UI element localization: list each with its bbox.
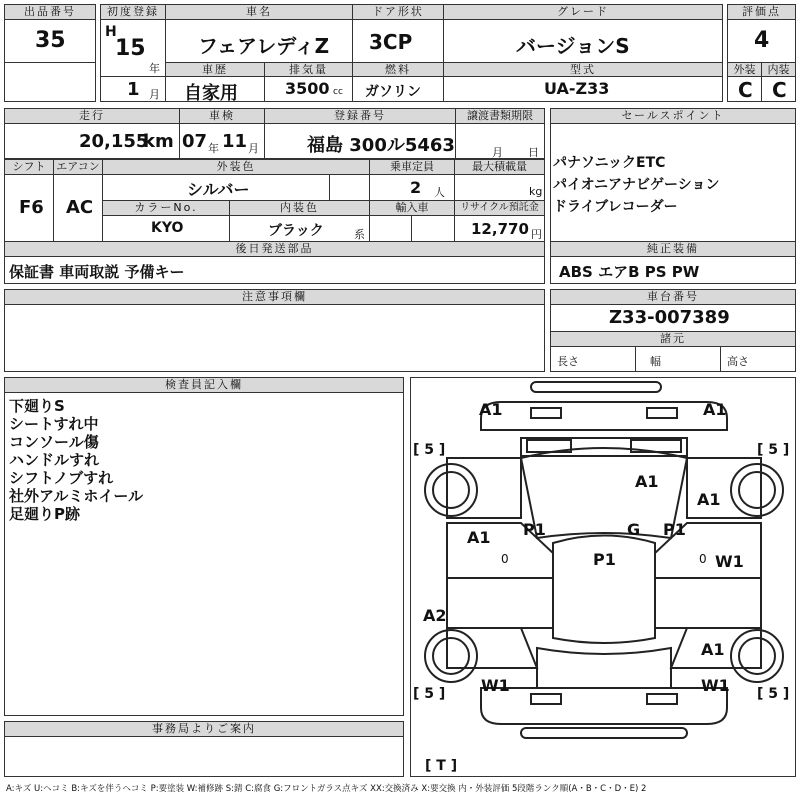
grade-label: グレード: [443, 4, 723, 20]
mark-fender-right: A1: [697, 490, 721, 509]
score: 4: [754, 28, 770, 53]
insp-year-unit: 年: [208, 142, 219, 155]
score-cell: [727, 19, 796, 63]
capacity-label: 乗車定員: [369, 159, 455, 175]
height-label: 高さ: [727, 355, 749, 368]
mark-w1-rear-left: W1: [481, 676, 510, 695]
mark-p1-left: P1: [523, 520, 546, 539]
color-no: KYO: [151, 220, 184, 236]
tire-label-spare: [ T ]: [425, 758, 458, 774]
interior-label: 内装: [761, 62, 796, 77]
legend: A:キズ U:ヘコミ B:キズを伴うヘコミ P:要塗装 W:補修跡 S:錆 C:腐食 G:フロントガラス点キズ XX:交換済み X:要交換 内・外装評価 5段階ランク順(A・B・C・D・E) 2: [6, 784, 647, 794]
fuel-cell: [352, 76, 444, 102]
lot-cell: [4, 19, 96, 63]
sales-label: セールスポイント: [550, 108, 796, 124]
tire-label-rear-left: [ 5 ]: [413, 686, 446, 702]
color-no-label: カラーNo.: [102, 200, 230, 216]
ext-color-blank: [329, 174, 370, 201]
accessories-cell: [4, 256, 545, 284]
fuel: ガソリン: [365, 84, 421, 100]
recycle: 12,770: [471, 220, 529, 238]
exterior-score: C: [738, 78, 753, 102]
grade: バージョンS: [516, 34, 630, 58]
door-cell: [352, 19, 444, 63]
shift: F6: [19, 197, 44, 218]
displacement-label: 排気量: [264, 62, 353, 77]
length-cell: [550, 346, 636, 372]
reg-year: 15: [115, 36, 146, 61]
reg-year-unit: 年: [149, 62, 160, 75]
inspector-line-2: シートすれ中: [9, 415, 99, 433]
shift-cell: [4, 174, 54, 242]
displacement-unit: cc: [333, 87, 343, 97]
mileage-unit: km: [143, 131, 174, 152]
import-label: 輸入車: [369, 200, 455, 216]
sales-point-2: パイオニアナビゲーション: [553, 177, 720, 193]
mark-a2: A2: [423, 606, 447, 625]
reg-cell: [100, 19, 166, 77]
notes-cell: [4, 304, 545, 372]
ext-color: シルバー: [187, 180, 250, 199]
interior-cell: [761, 76, 796, 102]
score-label: 評価点: [727, 4, 796, 20]
chassis-label: 車台番号: [550, 289, 796, 305]
mileage-cell: [4, 123, 180, 159]
door-label: ドア形状: [352, 4, 444, 20]
model-cell: [443, 76, 723, 102]
reg-label: 初度登録: [100, 4, 166, 20]
int-color: ブラック: [268, 223, 324, 239]
sales-point-1: パナソニックETC: [553, 155, 666, 171]
car-name: フェアレディZ: [198, 34, 330, 58]
fuel-label: 燃料: [352, 62, 444, 77]
capacity: 2: [410, 178, 422, 197]
mark-roof: P1: [593, 550, 616, 569]
car-outline: [411, 378, 797, 778]
transfer-label: 譲渡書類期限: [455, 108, 545, 124]
chassis-cell: [550, 304, 796, 332]
car-name-label: 車名: [165, 4, 353, 20]
office-cell: [4, 736, 404, 777]
capacity-unit: 人: [434, 186, 445, 199]
accessories: 保証書 車両取説 予備キー: [9, 263, 185, 281]
chassis-number: Z33-007389: [609, 307, 730, 328]
grade-cell: [443, 19, 723, 63]
transfer-day: 日: [528, 146, 539, 159]
mark-front-left: A1: [479, 400, 503, 419]
recycle-cell: [454, 215, 545, 242]
spec-label: 諸元: [550, 331, 796, 347]
inspector-label: 検査員記入欄: [4, 377, 404, 393]
width-cell: [635, 346, 721, 372]
lot-blank: [4, 62, 96, 102]
insp-month-unit: 月: [248, 142, 259, 155]
transfer-month: 月: [492, 146, 503, 159]
insp-year: 07: [182, 131, 208, 152]
ext-color-cell: [102, 174, 330, 201]
int-color-suffix: 系: [354, 228, 365, 241]
damage-diagram: [410, 377, 796, 777]
ac-label: エアコン: [53, 159, 103, 175]
equipment-label: 純正装備: [550, 241, 796, 257]
shift-label: シフト: [4, 159, 54, 175]
inspection-label: 車検: [179, 108, 265, 124]
equipment: ABS エアB PS PW: [559, 263, 700, 281]
history-cell: [165, 76, 265, 102]
inspector-line-1: 下廻りS: [9, 397, 65, 415]
mark-glass: G: [627, 520, 641, 539]
door-type: 3CP: [369, 30, 413, 54]
load-unit: kg: [529, 185, 543, 198]
capacity-cell: [369, 174, 455, 201]
inspector-line-7: 足廻りP跡: [9, 505, 80, 523]
mileage-label: 走行: [4, 108, 180, 124]
exterior-label: 外装: [727, 62, 762, 77]
reg-month-unit: 月: [149, 88, 160, 101]
ac: AC: [66, 197, 94, 218]
width-label: 幅: [650, 355, 661, 368]
int-color-label: 内装色: [229, 200, 370, 216]
ext-color-label: 外装色: [102, 159, 370, 175]
notes-label: 注意事項欄: [4, 289, 545, 305]
sales-point-3: ドライブレコーダー: [553, 199, 678, 215]
regno: 福島 300ル5463: [307, 135, 455, 156]
displacement: 3500: [285, 79, 330, 98]
history: 自家用: [184, 83, 238, 104]
inspector-cell: [4, 392, 404, 716]
mark-rear-right: A1: [701, 640, 725, 659]
interior-score: C: [772, 78, 787, 102]
mark-front-right: A1: [703, 400, 727, 419]
model-label: 型式: [443, 62, 723, 77]
tire-label-front-right: [ 5 ]: [757, 442, 790, 458]
history-label: 車歴: [165, 62, 265, 77]
sales-cell: [550, 123, 796, 243]
office-label: 事務局よりご案内: [4, 721, 404, 737]
regno-cell: [264, 123, 456, 159]
tire-label-front-left: [ 5 ]: [413, 442, 446, 458]
mark-zero-left: 0: [501, 552, 509, 566]
inspection-cell: [179, 123, 265, 159]
int-color-cell: [229, 215, 370, 242]
model: UA-Z33: [544, 79, 610, 98]
inspector-line-5: シフトノブすれ: [9, 469, 114, 487]
lot-label: 出品番号: [4, 4, 96, 20]
mark-zero-right: 0: [699, 552, 707, 566]
reg-month: 1: [127, 79, 140, 100]
mark-w1-rear-right: W1: [701, 676, 730, 695]
inspector-line-3: コンソール傷: [9, 433, 99, 451]
recycle-unit: 円: [531, 228, 542, 241]
load-cell: [454, 174, 545, 201]
color-no-cell: [102, 215, 230, 242]
car-name-cell: [165, 19, 353, 63]
inspector-line-6: 社外アルミホイール: [9, 487, 144, 505]
insp-month: 11: [222, 131, 248, 152]
accessories-label: 後日発送部品: [4, 241, 545, 257]
import-cell-a: [369, 215, 412, 242]
recycle-label: リサイクル預託金: [454, 200, 545, 216]
height-cell: [720, 346, 796, 372]
length-label: 長さ: [557, 355, 579, 368]
reg-month-cell: [100, 76, 166, 102]
mark-p1-right: P1: [663, 520, 686, 539]
mark-w1-right: W1: [715, 552, 744, 571]
mileage: 20,155: [79, 131, 149, 152]
exterior-cell: [727, 76, 762, 102]
load-label: 最大積載量: [454, 159, 545, 175]
inspector-line-4: ハンドルすれ: [9, 451, 100, 469]
import-cell-b: [411, 215, 455, 242]
era: H: [105, 24, 117, 40]
tire-label-rear-right: [ 5 ]: [757, 686, 790, 702]
lot-number: 35: [35, 28, 66, 53]
mark-door-left: A1: [467, 528, 491, 547]
displacement-cell: [264, 76, 353, 102]
equipment-cell: [550, 256, 796, 284]
mark-hood: A1: [635, 472, 659, 491]
regno-label: 登録番号: [264, 108, 456, 124]
ac-cell: [53, 174, 103, 242]
transfer-cell: [455, 123, 545, 159]
